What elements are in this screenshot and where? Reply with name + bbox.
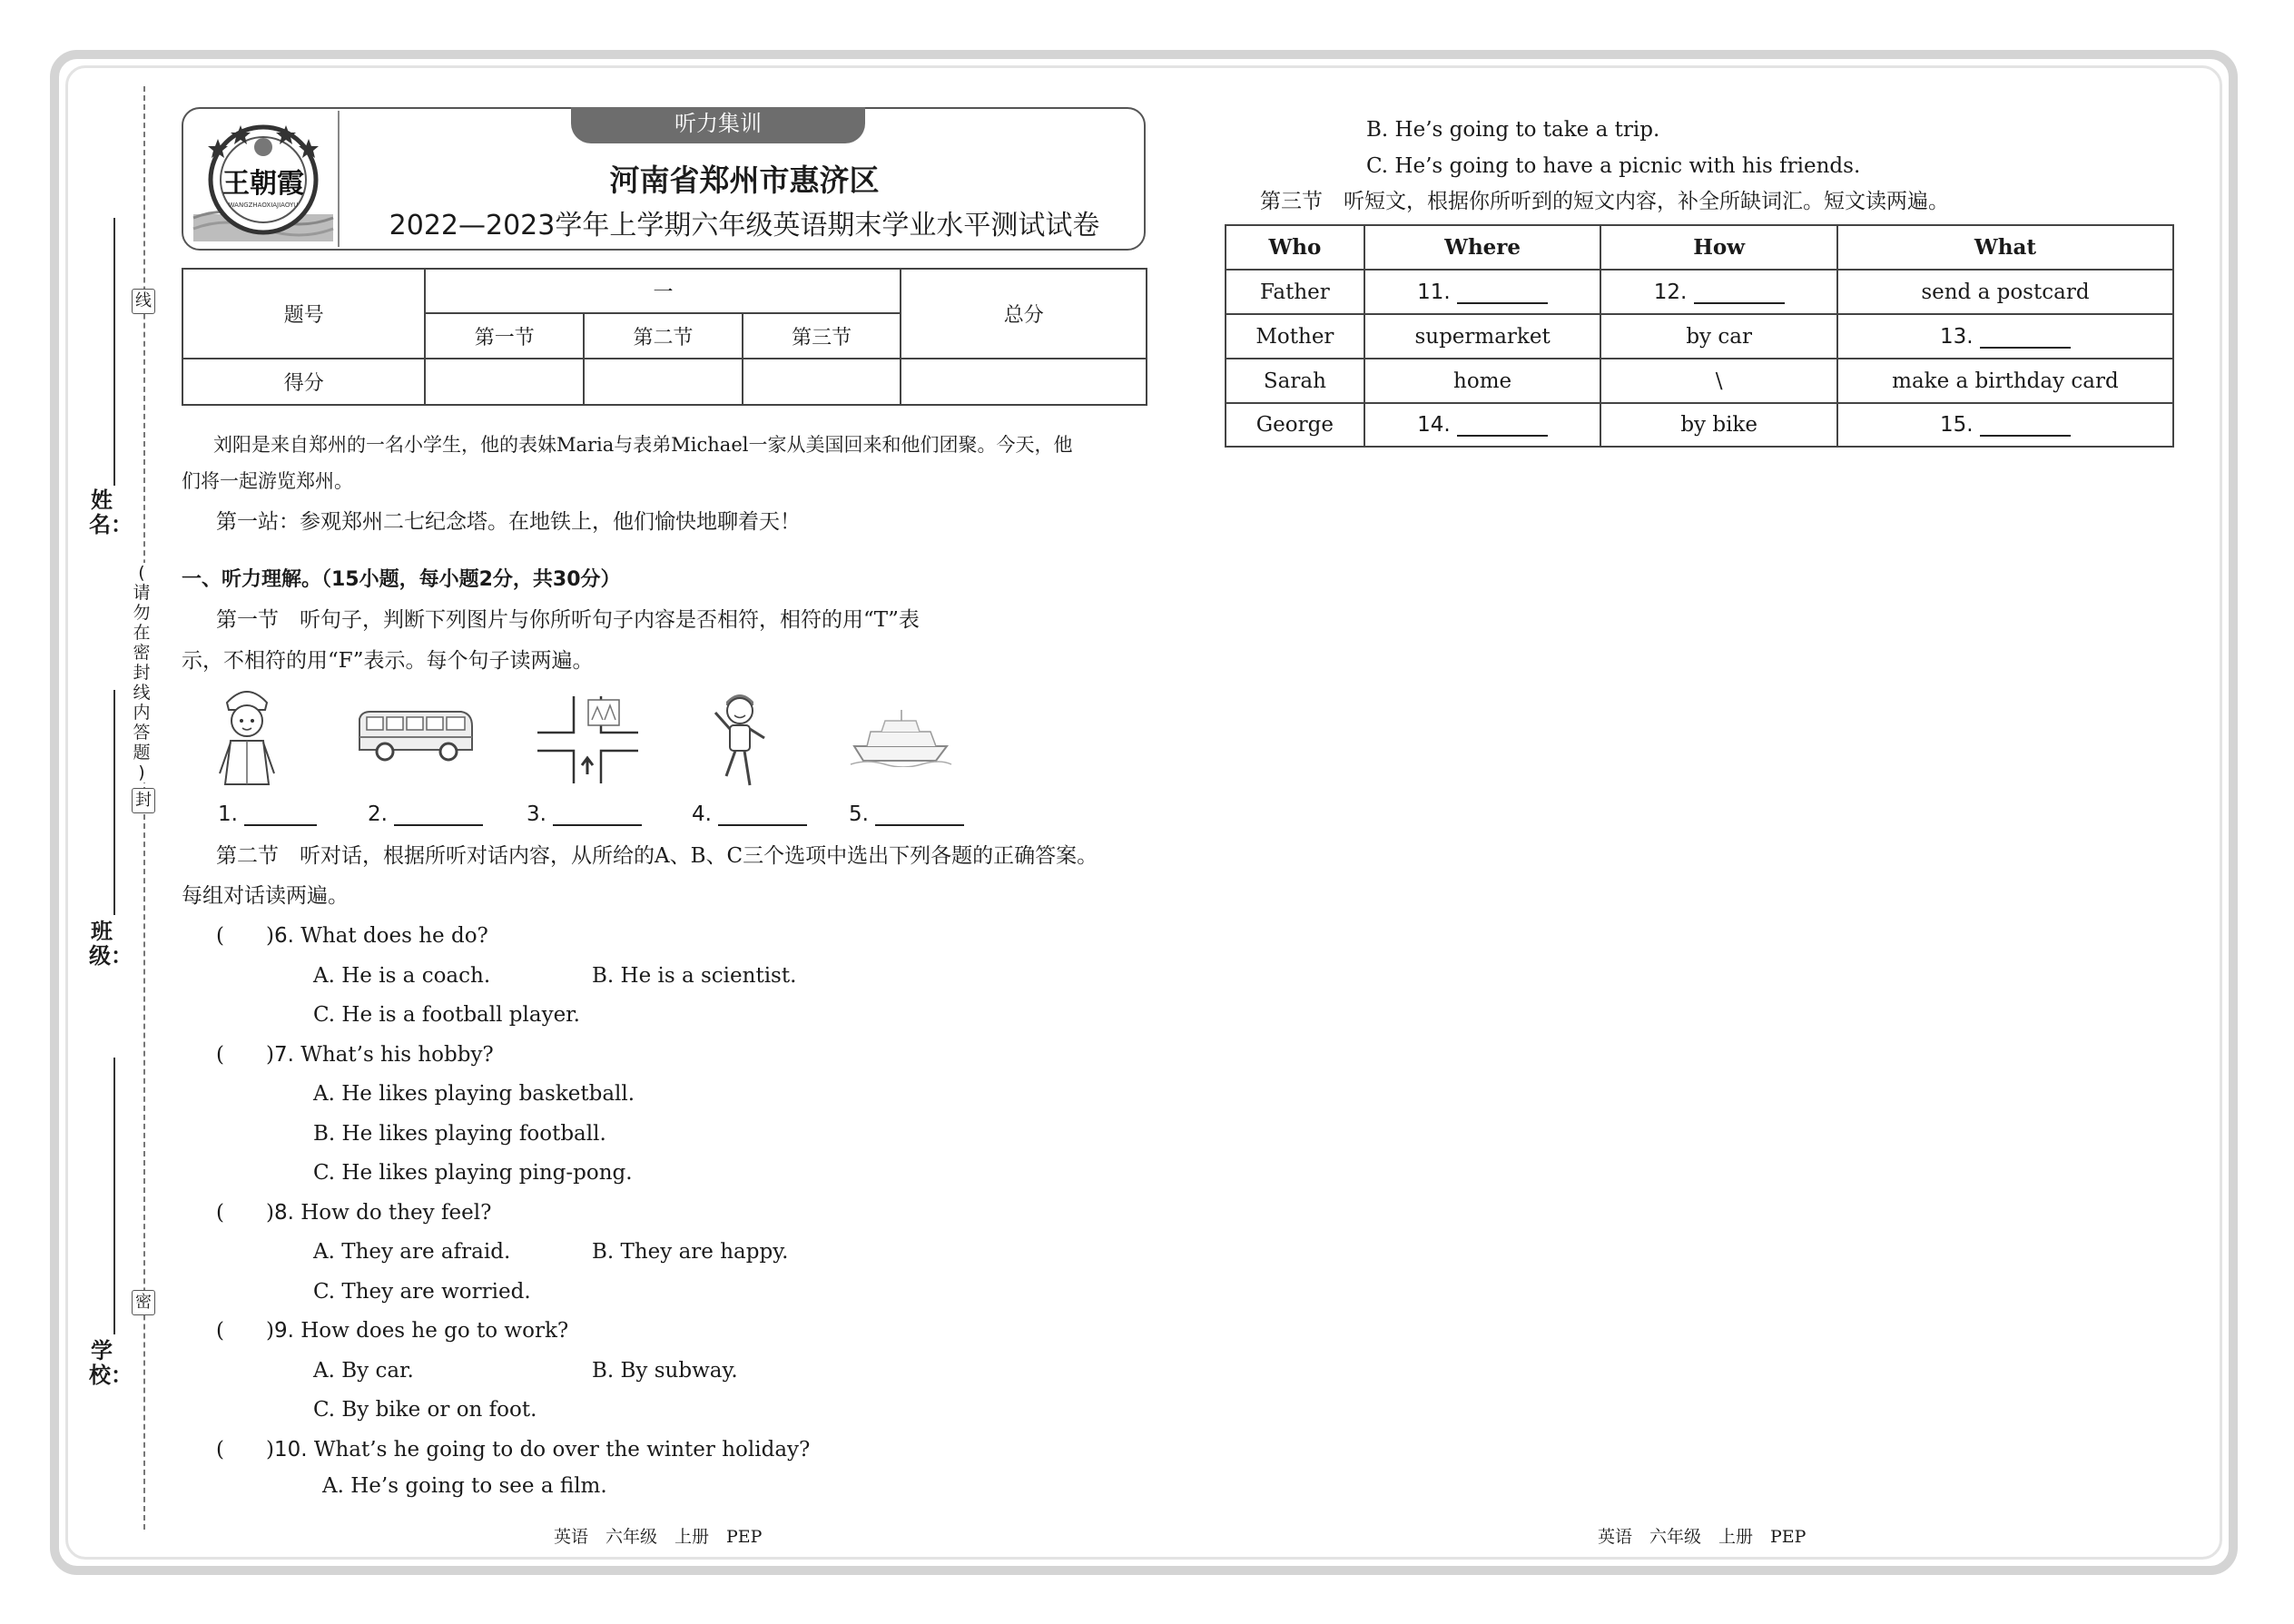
option-b: B. They are happy.	[592, 1240, 789, 1264]
footer-right: 英语 六年级 上册 PEP	[1598, 1527, 1807, 1547]
name-field[interactable]	[113, 218, 115, 486]
brand-logo	[191, 116, 336, 243]
option-b: B. By subway.	[592, 1359, 738, 1383]
cell-how: \	[1600, 359, 1836, 403]
seal-notice-char: (	[138, 563, 145, 583]
cell-who: Sarah	[1226, 359, 1364, 403]
seal-notice-char: 密	[133, 643, 151, 663]
ship-icon	[849, 708, 953, 767]
section2-instruction: 每组对话读两遍。	[182, 884, 349, 908]
seal-mark-xian: 线	[132, 289, 155, 314]
seal-notice-char: 题	[133, 743, 151, 763]
section1-instruction: 示，不相符的用“F”表示。每个句子读两遍。	[182, 649, 594, 673]
table-row	[1226, 270, 2173, 314]
score-header-tihao: 题号	[182, 269, 425, 359]
cell-where: home	[1364, 359, 1601, 403]
score-cell[interactable]	[425, 359, 584, 405]
blank-12[interactable]: 12.	[1600, 270, 1836, 314]
question-10: ( )10. What’s he going to do over the winter holiday?	[216, 1438, 811, 1462]
seal-notice-char: )	[138, 763, 145, 782]
picture-answer-1[interactable]: 1.	[218, 802, 317, 826]
option-a: A. He’s going to see a film.	[322, 1474, 607, 1498]
cell-how: by bike	[1600, 403, 1836, 447]
option-b: B. He is a scientist.	[592, 964, 797, 988]
question-9: ( )9. How does he go to work?	[216, 1319, 569, 1343]
cell-who: Father	[1226, 270, 1364, 314]
intro-line: 们将一起游览郑州。	[182, 470, 353, 492]
header-tag: 听力集训	[571, 107, 865, 143]
seal-notice	[129, 563, 154, 782]
score-row-defen: 得分	[182, 359, 425, 405]
seal-notice-char: 答	[133, 723, 151, 743]
col-header-how: How	[1600, 225, 1836, 270]
table-row	[1226, 359, 2173, 403]
seal-mark-feng: 封	[132, 788, 155, 813]
cell-what: make a birthday card	[1837, 359, 2173, 403]
section2-instruction: 第二节 听对话，根据所听对话内容，从所给的A、B、C三个选项中选出下列各题的正确答案。	[216, 844, 1098, 868]
answer-bracket[interactable]: ( )	[216, 1319, 274, 1343]
option-b: B. He’s going to take a trip.	[1366, 118, 1660, 142]
option-c: C. They are worried.	[313, 1280, 531, 1304]
seal-notice-char: 内	[133, 703, 151, 723]
first-stop-text: 第一站：参观郑州二七纪念塔。在地铁上，他们愉快地聊着天！	[216, 510, 801, 534]
option-a: A. He likes playing basketball.	[313, 1082, 635, 1106]
table-row	[1226, 314, 2173, 359]
cell-how: by car	[1600, 314, 1836, 359]
logo-divider	[338, 111, 340, 247]
score-header-total: 总分	[901, 269, 1147, 359]
seal-notice-char: 封	[133, 663, 151, 683]
svg-text:王朝霞: 王朝霞	[222, 168, 304, 200]
picture-answer-3[interactable]: 3.	[527, 802, 642, 826]
cell-who: George	[1226, 403, 1364, 447]
picture-answer-5[interactable]: 5.	[849, 802, 964, 826]
answer-bracket[interactable]: ( )	[216, 1043, 274, 1067]
question-8: ( )8. How do they feel?	[216, 1201, 492, 1225]
answer-bracket[interactable]: ( )	[216, 1438, 274, 1462]
option-c: C. By bike or on foot.	[313, 1398, 537, 1422]
bus-icon	[354, 706, 477, 765]
name-label: 姓名：	[89, 487, 133, 537]
score-section-1: 第一节	[425, 313, 584, 359]
seal-mark-mi: 密	[132, 1290, 155, 1315]
cell-what: send a postcard	[1837, 270, 2173, 314]
col-header-where: Where	[1364, 225, 1601, 270]
cell-who: Mother	[1226, 314, 1364, 359]
footer-left: 英语 六年级 上册 PEP	[554, 1527, 763, 1547]
score-cell[interactable]	[584, 359, 743, 405]
score-cell-total[interactable]	[901, 359, 1147, 405]
picture-answer-4[interactable]: 4.	[692, 802, 807, 826]
table-row	[1226, 403, 2173, 447]
svg-text:WANGZHAOXIAJIAOYU: WANGZHAOXIAJIAOYU	[228, 202, 299, 209]
crossroad-icon	[536, 694, 640, 785]
score-section-3: 第三节	[743, 313, 901, 359]
option-b: B. He likes playing football.	[313, 1122, 606, 1146]
blank-15[interactable]: 15.	[1837, 403, 2173, 447]
exam-region-title: 河南省郑州市惠济区	[609, 162, 880, 198]
seal-notice-char: 线	[133, 683, 151, 703]
section3-table	[1225, 224, 2174, 448]
intro-line: 刘阳是来自郑州的一名小学生，他的表妹Maria与表弟Michael一家从美国回来和他们团聚。今天，他	[213, 434, 1073, 456]
section3-instruction: 第三节 听短文，根据你所听到的短文内容，补全所缺词汇。短文读两遍。	[1260, 190, 1949, 213]
option-c: C. He is a football player.	[313, 1003, 580, 1027]
answer-bracket[interactable]: ( )	[216, 924, 274, 948]
nurse-icon	[211, 683, 283, 790]
question-6: ( )6. What does he do?	[216, 924, 488, 948]
score-section-2: 第二节	[584, 313, 743, 359]
class-label: 班级：	[89, 919, 133, 969]
blank-14[interactable]: 14.	[1364, 403, 1601, 447]
section1-instruction: 第一节 听句子，判断下列图片与你所听句子内容是否相符，相符的用“T”表	[216, 608, 920, 632]
score-cell[interactable]	[743, 359, 901, 405]
blank-13[interactable]: 13.	[1837, 314, 2173, 359]
jumping-boy-icon	[708, 685, 772, 790]
option-c: C. He likes playing ping-pong.	[313, 1161, 633, 1185]
blank-11[interactable]: 11.	[1364, 270, 1601, 314]
class-field[interactable]	[113, 690, 115, 915]
col-header-what: What	[1837, 225, 2173, 270]
exam-title: 2022—2023学年上学期六年级英语期末学业水平测试试卷	[389, 210, 1100, 241]
option-a: A. By car.	[313, 1359, 414, 1383]
seal-notice-char: 勿	[133, 603, 151, 623]
score-header-part1: 一	[425, 269, 901, 313]
answer-bracket[interactable]: ( )	[216, 1201, 274, 1225]
cell-where: supermarket	[1364, 314, 1601, 359]
option-a: A. He is a coach.	[313, 964, 491, 988]
option-c: C. He’s going to have a picnic with his friends.	[1366, 154, 1861, 178]
school-label: 学校：	[89, 1338, 133, 1388]
col-header-who: Who	[1226, 225, 1364, 270]
question-7: ( )7. What’s his hobby?	[216, 1043, 494, 1067]
score-table	[182, 268, 1147, 406]
school-field[interactable]	[113, 1058, 115, 1334]
option-a: A. They are afraid.	[313, 1240, 511, 1264]
seal-notice-char: 在	[133, 623, 151, 643]
picture-answer-2[interactable]: 2.	[368, 802, 483, 826]
part1-title: 一、听力理解。（15小题，每小题2分，共30分）	[182, 568, 621, 591]
seal-notice-char: 请	[133, 583, 151, 603]
